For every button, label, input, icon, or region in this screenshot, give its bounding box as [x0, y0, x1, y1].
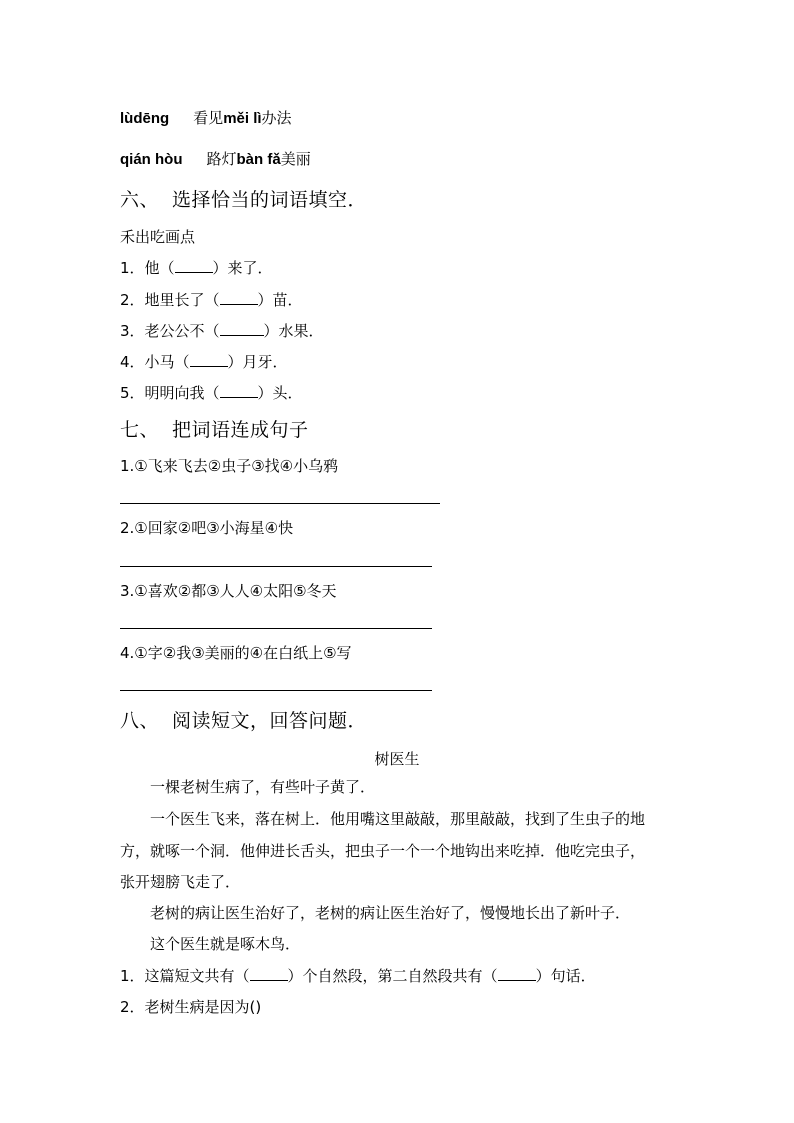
section-number: 八、	[120, 710, 160, 732]
blank[interactable]	[220, 292, 258, 305]
story-paragraph: 这个医生就是啄木鸟．	[120, 935, 301, 953]
section-8-heading	[120, 710, 367, 733]
pinyin-text: lùdēng	[120, 110, 170, 127]
story-title: 树医生	[374, 750, 420, 768]
word-text: 办法	[261, 109, 292, 127]
sentence-item-2: 2.①回家②吧③小海星④快	[120, 519, 294, 537]
blank[interactable]	[220, 323, 264, 336]
sentence-item-3: 3.①喜欢②都③人人④太阳⑤冬天	[120, 582, 337, 600]
section-number: 六、	[120, 189, 160, 211]
section-title: 选择恰当的词语填空．	[172, 189, 368, 211]
answer-line[interactable]	[120, 566, 432, 567]
blank[interactable]	[220, 385, 258, 398]
story-paragraph: 老树的病让医生治好了，老树的病让医生治好了，慢慢地长出了新叶子．	[120, 904, 631, 922]
pinyin-text: měi lì	[223, 110, 262, 127]
word-bank: 禾出吃画点	[120, 228, 196, 246]
fill-item-5: 5．明明向我（ ）头．	[120, 384, 303, 402]
pinyin-text: qián hòu	[120, 151, 183, 168]
section-7-heading	[120, 419, 309, 442]
story-paragraph: 一棵老树生病了，有些叶子黄了．	[120, 778, 376, 796]
sentence-item-4: 4.①字②我③美丽的④在白纸上⑤写	[120, 644, 352, 662]
blank[interactable]	[175, 260, 213, 273]
section-6-heading	[120, 189, 367, 212]
section-number: 七、	[120, 419, 160, 441]
fill-item-4: 4．小马（ ）月牙．	[120, 353, 288, 371]
sentence-item-1: 1.①飞来飞去②虫子③找④小乌鸦	[120, 457, 339, 475]
story-paragraph: 一个医生飞来，落在树上．他用嘴这里敲敲，那里敲敲，找到了生虫子的地	[120, 810, 646, 828]
fill-item-3: 3．老公公不（ ）水果．	[120, 322, 324, 340]
blank[interactable]	[250, 968, 288, 981]
section-title: 阅读短文，回答问题．	[172, 710, 368, 732]
answer-line[interactable]	[120, 690, 432, 691]
blank[interactable]	[190, 354, 228, 367]
word-text: 路灯	[206, 150, 237, 168]
word-text: 美丽	[280, 150, 311, 168]
story-paragraph: 张开翅膀飞走了．	[120, 873, 241, 891]
answer-line[interactable]	[120, 503, 440, 504]
section-title: 把词语连成句子	[172, 419, 309, 441]
pinyin-row-1	[120, 109, 292, 128]
blank[interactable]	[498, 968, 536, 981]
fill-item-2: 2．地里长了（ ）苗．	[120, 291, 303, 309]
answer-line[interactable]	[120, 628, 432, 629]
word-text: 看见	[193, 109, 224, 127]
fill-item-1: 1．他（ ）来了．	[120, 259, 273, 277]
pinyin-text: bàn fǎ	[236, 151, 281, 168]
question-1: 1．这篇短文共有（ ）个自然段，第二自然段共有（ ）句话．	[120, 967, 596, 985]
story-paragraph: 方，就啄一个洞．他伸进长舌头，把虫子一个一个地钩出来吃掉．他吃完虫子，	[120, 842, 646, 860]
pinyin-row-2	[120, 150, 311, 169]
question-2: 2．老树生病是因为()	[120, 998, 262, 1016]
